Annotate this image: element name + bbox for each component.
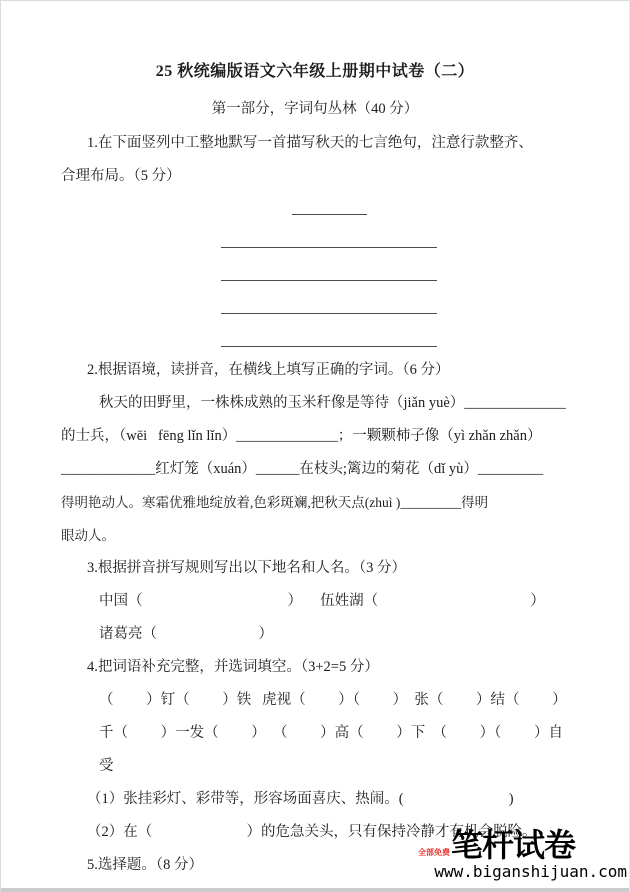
watermark-brand-row <box>413 829 575 861</box>
q4-text-line-3: 千（ ）一发（ ） （ ）高（ ）下 （ ）（ ）自受 <box>99 725 563 774</box>
watermark-brand-name: 笔杆试卷 <box>450 827 575 863</box>
q4-text-line-4: （1）张挂彩灯、彩带等，形容场面喜庆、热闹。( ) <box>87 791 514 807</box>
q4-text-line-5: （2）在（ ）的危急关头，只有保持冷静才有机会脱险。 <box>87 824 537 840</box>
q4-text-line-1: 4.把词语补充完整，并选词填空。（3+2=5 分） <box>87 659 379 675</box>
section-header: 第一部分，字词句丛林（40 分） <box>211 101 419 117</box>
q3-text-line-1: 3.根据拼音拼写规则写出以下地名和人名。（3 分） <box>87 560 406 576</box>
q1-writing-rule-1 <box>221 215 437 248</box>
q2-text-line-4: _____________红灯笼（xuán）______在枝头;篱边的菊花（dǐ yù）_________ <box>61 461 544 477</box>
q1-writing-rule-short <box>292 194 367 215</box>
q2-text-line-6: 眼动人。 <box>61 528 115 543</box>
watermark-free-badge: 全部免费 <box>417 848 450 857</box>
exam-content <box>1 59 629 882</box>
watermark <box>413 829 627 881</box>
q1-writing-rule-4 <box>221 314 437 347</box>
q1-writing-rule-3 <box>221 281 437 314</box>
q2-text-line-2: 秋天的田野里，一株株成熟的玉米秆像是等待（jiǎn yuè）______________ <box>99 395 566 411</box>
q1-text-line-2: 合理布局。（5 分） <box>61 168 181 184</box>
page-title: 25 秋统编版语文六年级上册期中试卷（二） <box>155 63 475 80</box>
watermark-url: www.biganshijuan.com <box>434 862 627 881</box>
q1-answer-lines <box>75 194 583 347</box>
q2-text-line-5: 得明艳动人。寒霜优雅地绽放着,色彩斑斓,把秋天点(zhuì )_________得明 <box>61 495 489 510</box>
q5-text-line-1: 5.选择题。（8 分） <box>87 857 203 873</box>
q3-text-line-2: 中国（ ） 伍姓湖（ ） <box>99 593 545 609</box>
q1-text-line-1: 1.在下面竖列中工整地默写一首描写秋天的七言绝句，注意行款整齐、 <box>87 135 533 151</box>
q2-text-line-1: 2.根据语境，读拼音，在横线上填写正确的字词。（6 分） <box>87 362 450 378</box>
q2-text-line-3: 的士兵，（wēi fēng lǐn lǐn）______________；一颗颗柿子像（yì zhǎn zhǎn） <box>61 428 542 444</box>
page-bottom-edge <box>1 888 629 892</box>
q3-text-line-3: 诸葛亮（ ） <box>99 626 273 642</box>
q4-text-line-2: （ ）钉（ ）铁 虎视（ ）（ ） 张（ ）结（ ） <box>99 692 567 708</box>
q1-writing-rule-2 <box>221 248 437 281</box>
